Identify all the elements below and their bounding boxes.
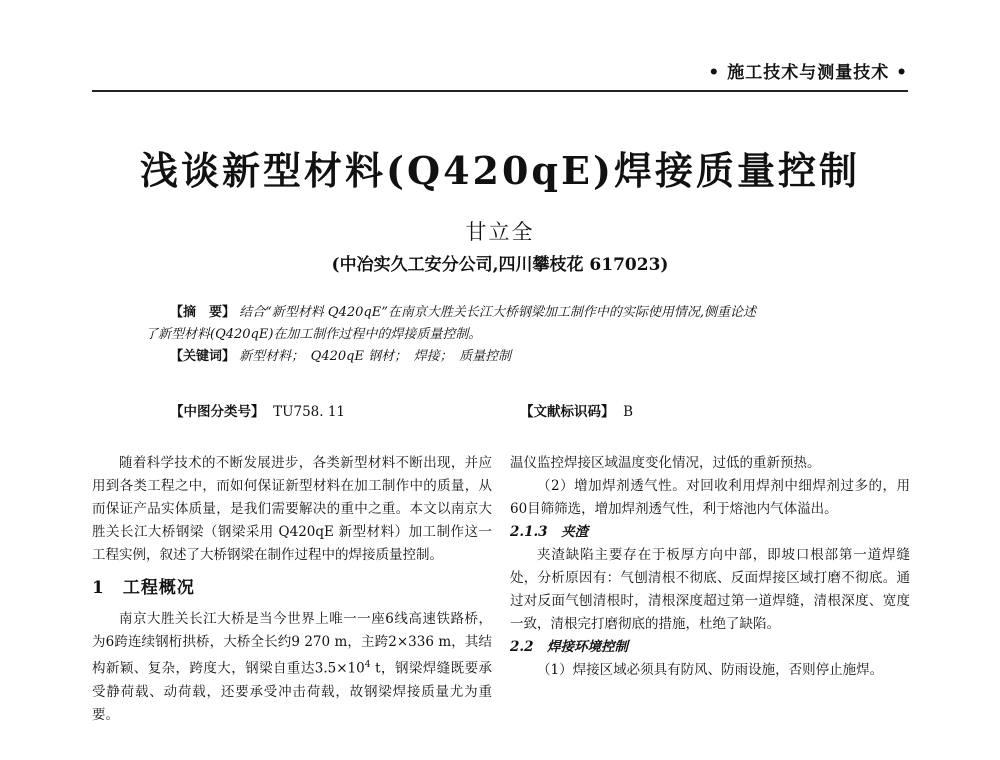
section-1-text-b: t，钢梁焊缝既要承受静荷载、动荷载，还要承受冲击荷载，故钢梁焊接质量尤为重要。 bbox=[92, 660, 492, 723]
affiliation: (中冶实久工安分公司,四川攀枝花 617023) bbox=[331, 255, 669, 275]
classification-value: TU758. 11 bbox=[273, 404, 346, 420]
doc-code-value: B bbox=[623, 404, 634, 420]
left-column bbox=[92, 452, 492, 727]
abstract-block bbox=[145, 302, 865, 368]
abstract-text-2: 了新型材料(Q420qE)在加工制作过程中的焊接质量控制。 bbox=[145, 327, 482, 342]
classification-label: 【中图分类号】 bbox=[170, 404, 265, 420]
keywords bbox=[170, 346, 865, 368]
right-paragraph-1: 温仪监控焊接区域温度变化情况，过低的重新预热。 bbox=[510, 455, 821, 471]
section-1-heading: 1 工程概况 bbox=[92, 578, 195, 598]
right-paragraph-3: 夹渣缺陷主要存在于板厚方向中部，即坡口根部第一道焊缝处，分析原因有：气刨清根不彻底、反面焊接区域打磨不彻底。通过对反面气刨清根时，清根深度超过第一道焊缝，清根深度、宽度一致，清根完打磨彻底的措施，杜绝了缺陷。 bbox=[510, 547, 910, 632]
section-1-superscript: 4 bbox=[364, 660, 371, 670]
abstract-continued bbox=[145, 324, 865, 346]
section-1-paragraph bbox=[92, 608, 492, 727]
intro-paragraph: 随着科学技术的不断发展进步，各类新型材料不断出现，并应用到各类工程之中，而如何保证新型材料在加工制作中的质量，从而保证产品实体质量，是我们需要解决的重中之重。本文以南京大胜关长江大桥钢梁（钢梁采用 Q420qE 新型材料）加工制作这一工程实例，叙述了大桥钢梁在制作过程中的焊接质量控制。 bbox=[92, 455, 492, 563]
classification-code bbox=[170, 400, 345, 420]
journal-section-header: • 施工技术与测量技术 • bbox=[708, 63, 908, 83]
subsection-2-2-heading: 2.2 焊接环境控制 bbox=[510, 639, 628, 655]
abstract-label: 【摘 要】 bbox=[170, 305, 236, 320]
abstract bbox=[170, 302, 865, 324]
subsection-2-1-3-heading: 2.1.3 夹渣 bbox=[510, 524, 589, 540]
keywords-text: 新型材料； Q420qE 钢材； 焊接； 质量控制 bbox=[239, 349, 512, 364]
right-paragraph-4: （1）焊接区域必须具有防风、防雨设施，否则停止施焊。 bbox=[537, 662, 884, 678]
right-paragraph-2: （2）增加焊剂透气性。对回收利用焊剂中细焊剂过多的，用60目筛筛选，增加焊剂透气性，利于熔池内气体溢出。 bbox=[510, 478, 910, 517]
author: 甘立全 bbox=[465, 220, 535, 244]
paper-title: 浅谈新型材料(Q420qE)焊接质量控制 bbox=[140, 148, 860, 193]
section-1-text-a: 南京大胜关长江大桥是当今世界上唯一一座6线高速铁路桥，为6跨连续钢桁拱桥，大桥全长约9 270 m，主跨2×336 m，其结构新颖、复杂，跨度大，钢梁自重达3.5×10 bbox=[92, 611, 492, 677]
keywords-label: 【关键词】 bbox=[170, 349, 236, 364]
right-column bbox=[510, 452, 910, 682]
header-rule bbox=[92, 90, 908, 92]
document-code bbox=[520, 400, 633, 420]
doc-code-label: 【文献标识码】 bbox=[520, 404, 615, 420]
abstract-text-1: 结合“新型材料 Q420qE”在南京大胜关长江大桥钢梁加工制作中的实际使用情况,侧重论述 bbox=[239, 305, 756, 320]
